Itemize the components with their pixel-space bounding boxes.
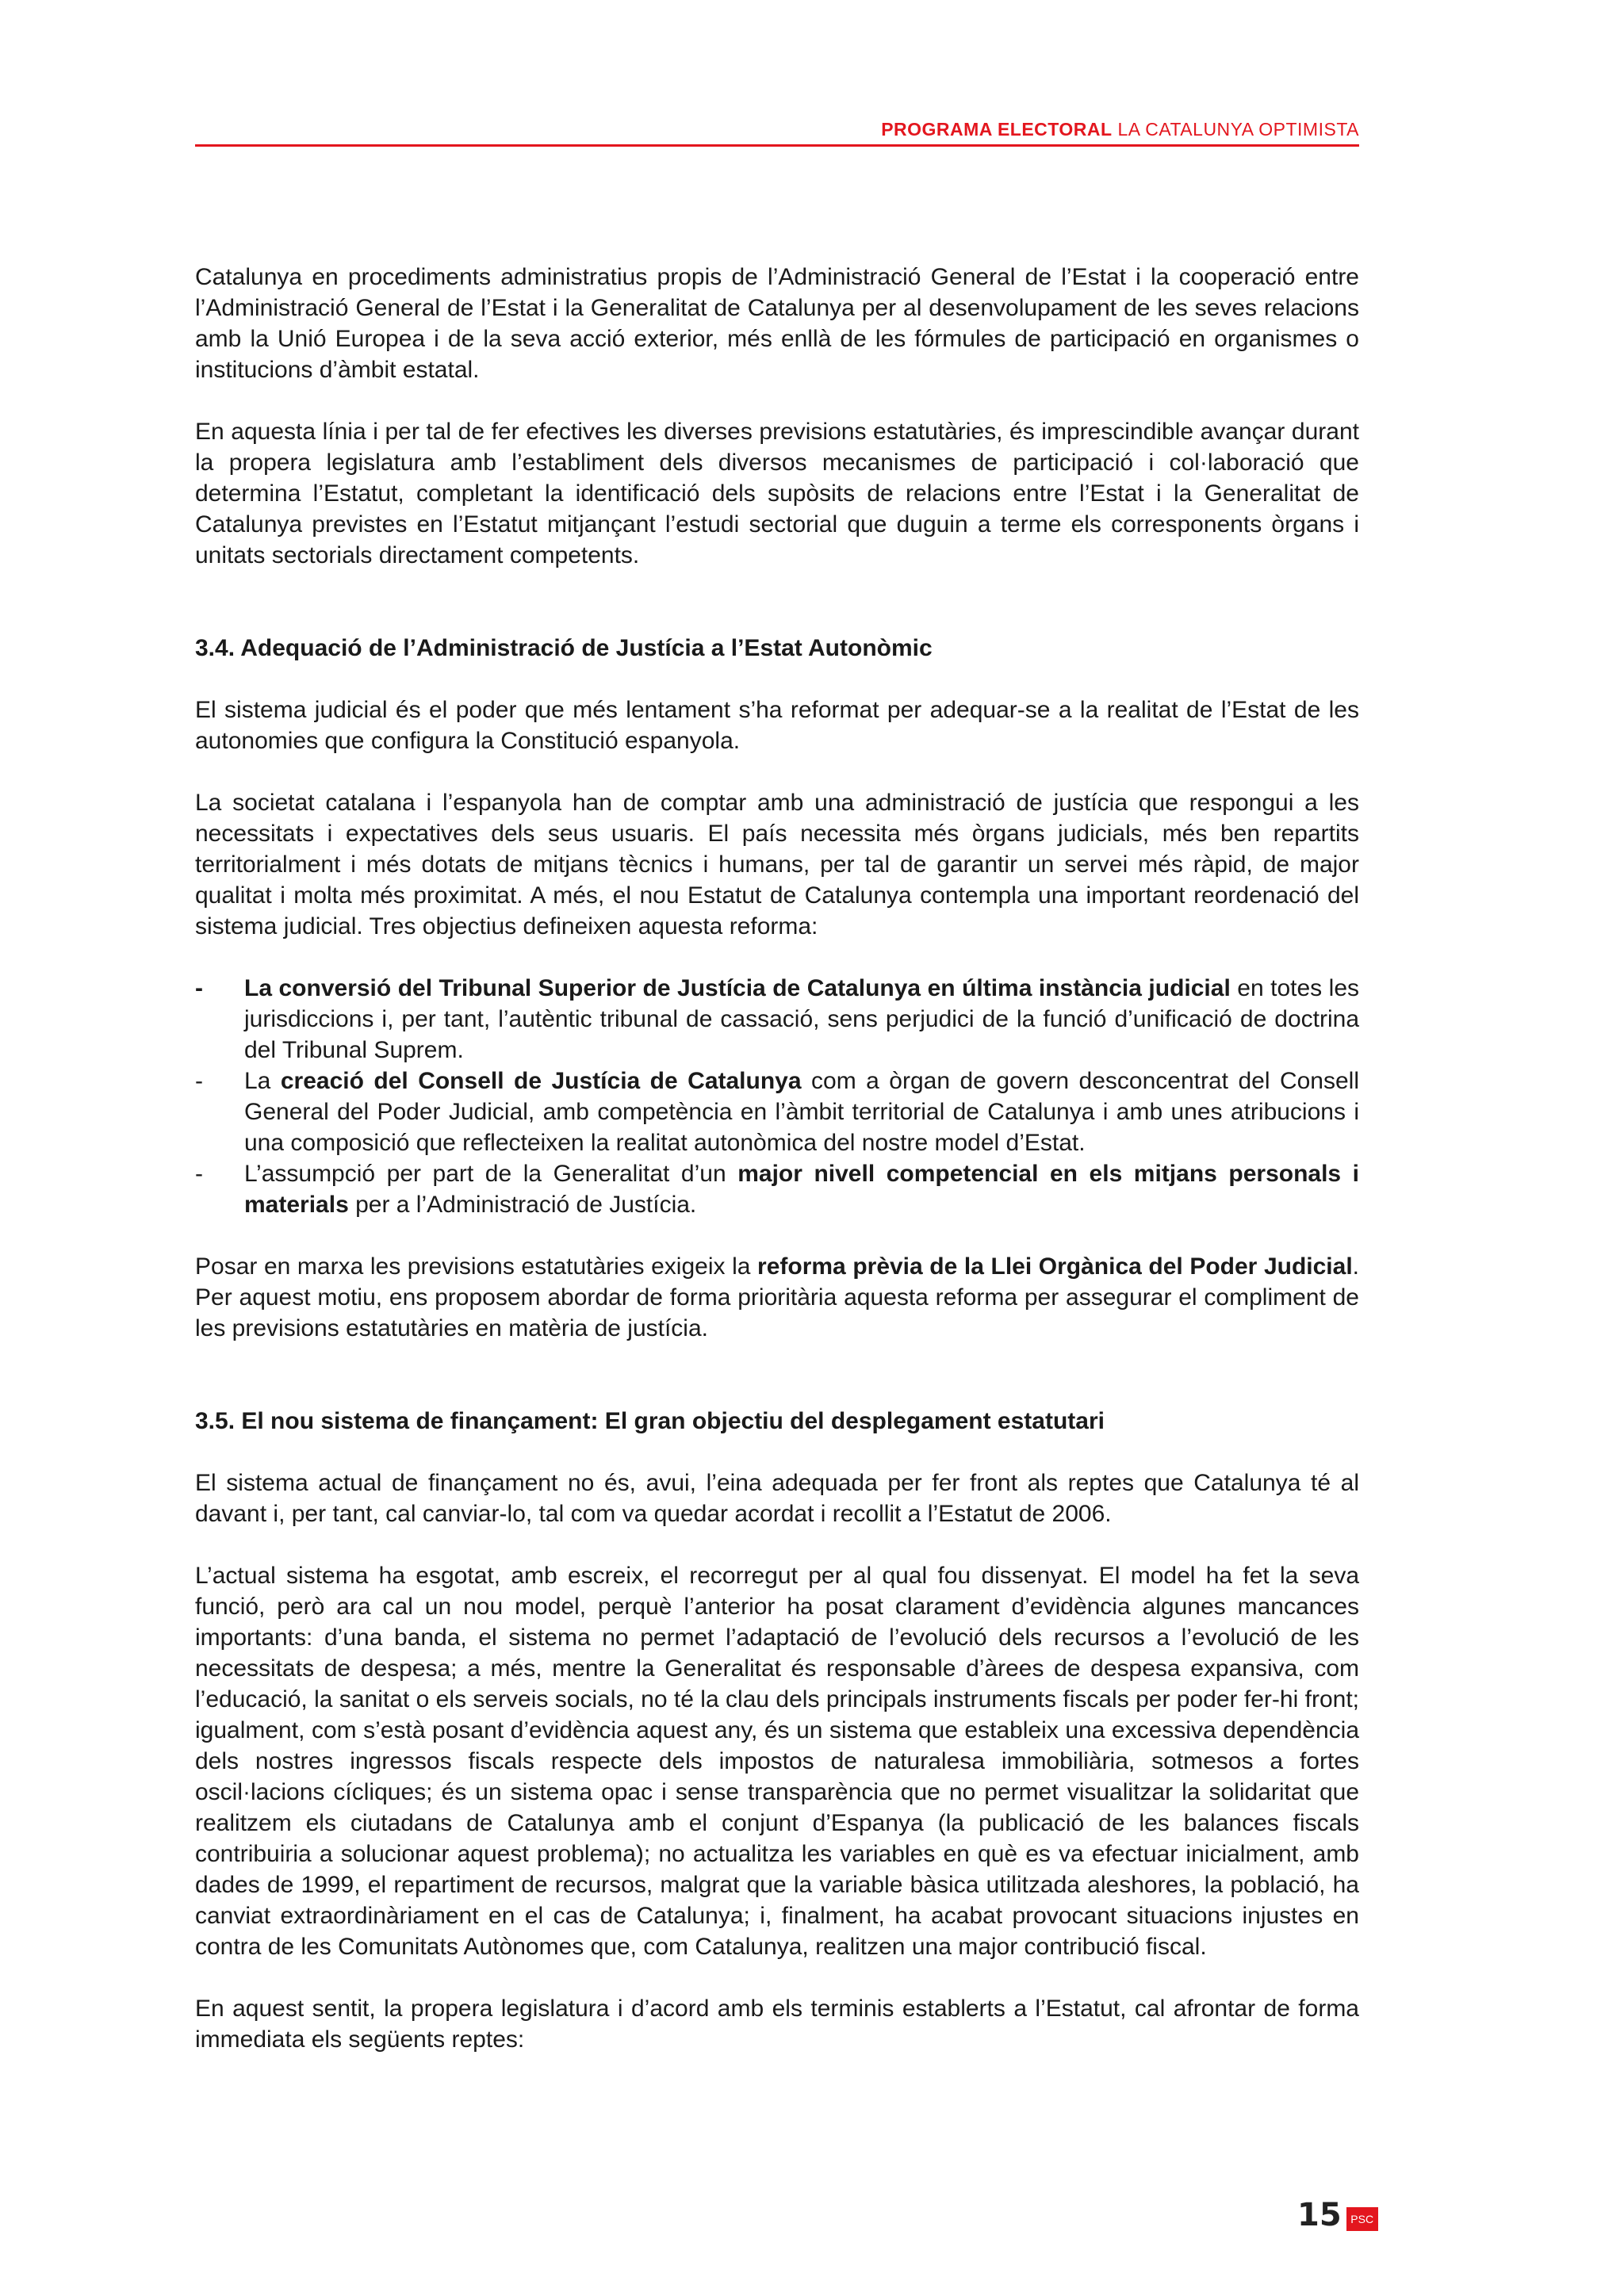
header-title-bold: PROGRAMA ELECTORAL <box>881 119 1113 140</box>
bullet-text: com a òrgan de govern desconcentrat del Consell General del Poder Judicial, amb competència en l’àmbit territorial de Catalunya i amb unes atribucions i una composició que reflecteixen la realitat autonòmica del nostre model d’Estat. <box>244 1068 1359 1156</box>
list-item <box>195 1066 1359 1158</box>
bullet-text: La <box>244 1068 281 1094</box>
bullet-dash: - <box>195 975 203 1001</box>
paragraph-bold-text: reforma prèvia de la Llei Orgànica del Poder Judicial <box>757 1253 1353 1280</box>
bullet-dash: - <box>195 1161 203 1187</box>
section-heading-3-5: 3.5. El nou sistema de finançament: El gran objectiu del desplegament estatutari <box>195 1408 1105 1434</box>
bullet-dash: - <box>195 1068 203 1094</box>
section-heading-3-4: 3.4. Adequació de l’Administració de Justícia a l’Estat Autonòmic <box>195 635 933 661</box>
header-rule <box>195 144 1359 147</box>
bullet-text: en totes les jurisdiccions i, per tant, l’autèntic tribunal de cassació, sens perjudici de la funció d’unificació de doctrina del Tribunal Suprem. <box>244 975 1360 1063</box>
header-title-rest: LA CATALUNYA OPTIMISTA <box>1112 119 1359 140</box>
paragraph: El sistema actual de finançament no és, avui, l’eina adequada per fer front als reptes que Catalunya té al davant i, per tant, cal canviar-lo, tal com va quedar acordat i recollit a l’Estatut de 2006. <box>195 1470 1359 1527</box>
paragraph: El sistema judicial és el poder que més lentament s’ha reformat per adequar-se a la realitat de l’Estat de les autonomies que configura la Constitució espanyola. <box>195 697 1359 754</box>
list-item <box>195 973 1359 1066</box>
page-footer <box>1297 2198 1378 2232</box>
paragraph-text: Posar en marxa les previsions estatutàries exigeix la <box>195 1253 758 1280</box>
objectives-list <box>195 973 1359 1220</box>
paragraph: En aquesta línia i per tal de fer efectives les diverses previsions estatutàries, és imprescindible avançar durant la propera legislatura amb l’establiment dels diversos mecanismes de participació i col·laboració que determina l’Estatut, completant la identificació dels supòsits de relacions entre l’Estat i la Generalitat de Catalunya previstes en l’Estatut mitjançant l’estudi sectorial que duguin a terme els corresponents òrgans i unitats sectorials directament competents. <box>195 419 1359 568</box>
paragraph: Catalunya en procediments administratius propis de l’Administració General de l’Estat i la cooperació entre l’Administració General de l’Estat i la Generalitat de Catalunya per al desenvolupament de les seves relacions amb la Unió Europea i de la seva acció exterior, més enllà de les fórmules de participació en organismes o institucions d’àmbit estatal. <box>195 264 1359 383</box>
page-body <box>195 262 1359 2055</box>
psc-logo: PSC <box>1346 2207 1378 2231</box>
bullet-text: L’assumpció per part de la Generalitat d’un <box>244 1161 738 1187</box>
bullet-bold-text: creació del Consell de Justícia de Catalunya <box>280 1068 802 1094</box>
paragraph <box>195 1251 1359 1344</box>
paragraph: En aquest sentit, la propera legislatura i d’acord amb els terminis establerts a l’Estatut, cal afrontar de forma immediata els següents reptes: <box>195 1996 1359 2053</box>
running-header <box>195 119 1359 140</box>
page-number: 15 <box>1297 2197 1342 2233</box>
bullet-text: per a l’Administració de Justícia. <box>348 1192 697 1218</box>
paragraph: La societat catalana i l’espanyola han de comptar amb una administració de justícia que respongui a les necessitats i expectatives dels seus usuaris. El país necessita més òrgans judicials, més ben repartits territorialment i més dotats de mitjans tècnics i humans, per tal de garantir un servei més ràpid, de major qualitat i molta més proximitat. A més, el nou Estatut de Catalunya contempla una important reordenació del sistema judicial. Tres objectius defineixen aquesta reforma: <box>195 790 1359 939</box>
list-item <box>195 1158 1359 1220</box>
bullet-bold-text: major nivell competencial en els mitjans personals i materials <box>244 1161 1360 1218</box>
bullet-bold-text: La conversió del Tribunal Superior de Justícia de Catalunya en última instància judicial <box>244 975 1231 1001</box>
paragraph: L’actual sistema ha esgotat, amb escreix, el recorregut per al qual fou dissenyat. El model ha fet la seva funció, però ara cal un nou model, perquè l’anterior ha posat clarament d’evidència algunes mancances importants: d’una banda, el sistema no permet l’adaptació de l’evolució dels recursos a l’evolució de les necessitats de despesa; a més, mentre la Generalitat és responsable d’àrees de despesa expansiva, com l’educació, la sanitat o els serveis socials, no té la clau dels principals instruments fiscals per poder fer-hi front; igualment, com s’està posant d’evidència aquest any, és un sistema que estableix una excessiva dependència dels nostres ingressos fiscals respecte dels impostos de naturalesa immobiliària, sotmesos a fortes oscil·lacions cícliques; és un sistema opac i sense transparència que no permet visualitzar la solidaritat que realitzem els ciutadans de Catalunya amb el conjunt d’Espanya (la publicació de les balances fiscals contribuiria a solucionar aquest problema); no actualitza les variables en què es va efectuar inicialment, amb dades de 1999, el repartiment de recursos, malgrat que la variable bàsica utilitzada aleshores, la població, ha canviat extraordinàriament en el cas de Catalunya; i, finalment, ha acabat provocant situacions injustes en contra de les Comunitats Autònomes que, com Catalunya, realitzen una major contribució fiscal. <box>195 1563 1359 1960</box>
paragraph-text: . Per aquest motiu, ens proposem abordar de forma prioritària aquesta reforma per assegurar el compliment de les previsions estatutàries en matèria de justícia. <box>195 1253 1359 1341</box>
